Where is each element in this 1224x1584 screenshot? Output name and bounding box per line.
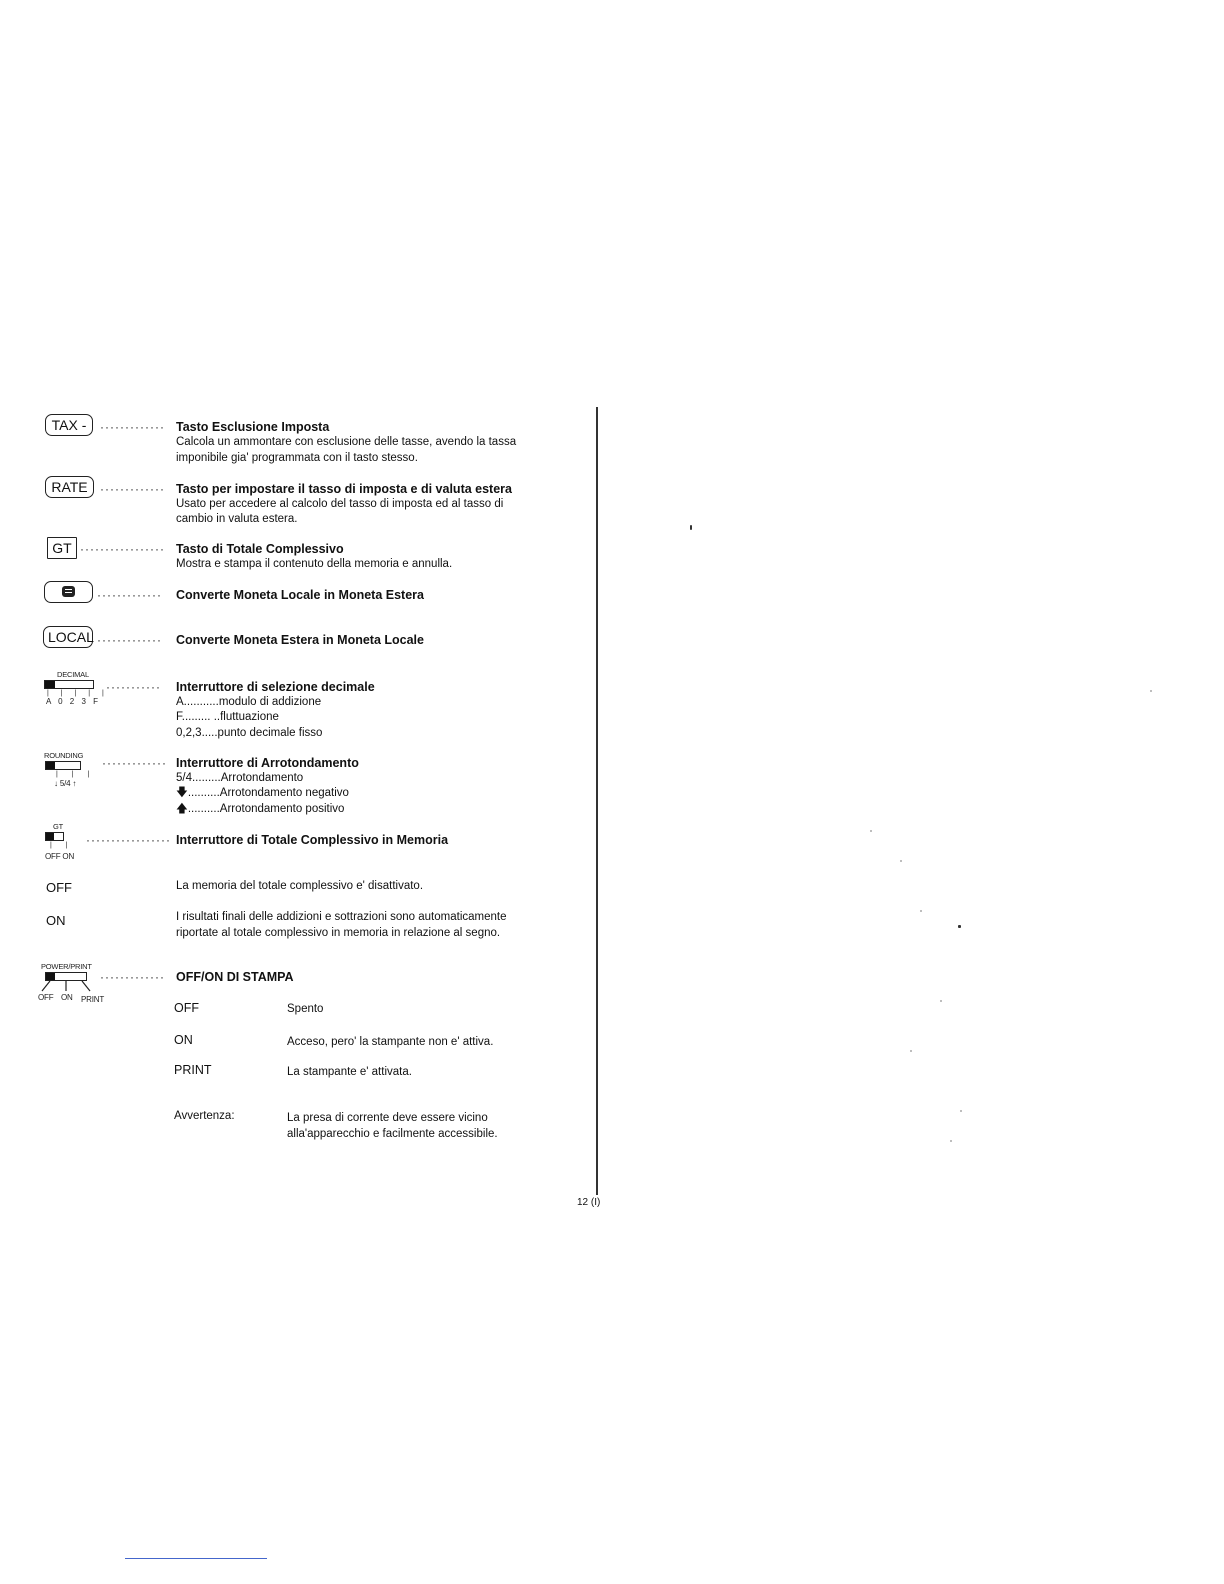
power-switch-label: POWER/PRINT: [41, 962, 92, 971]
decimal-positions: A 0 2 3 F: [46, 697, 101, 706]
leader-dots: ·················: [80, 542, 165, 556]
power-row-on-value: Acceso, pero' la stampante non e' attiva.: [287, 1036, 494, 1048]
leader-dots: ·············: [102, 756, 167, 770]
foreign-currency-key-icon: [44, 581, 93, 603]
gt-ticks: | |: [50, 842, 74, 849]
rate-key-icon: RATE: [45, 476, 94, 498]
scan-speck: [920, 910, 922, 912]
rounding-line2: 🡇..........Arrotondamento negativo: [176, 787, 349, 799]
rate-key-desc-line1: Usato per accedere al calcolo del tasso di imposta ed al tasso di: [176, 498, 504, 510]
scan-speck: [950, 1140, 952, 1142]
rounding-positions: ↓ 5/4 ↑: [54, 779, 77, 788]
leader-dots: ·············: [100, 420, 165, 434]
power-row-print-value: La stampante e' attivata.: [287, 1066, 412, 1078]
leader-dots: ·············: [97, 588, 162, 602]
bottom-rule: [125, 1558, 267, 1559]
rate-key-title: Tasto per impostare il tasso di imposta e di valuta estera: [176, 482, 512, 496]
currency-symbol-icon: [62, 586, 75, 597]
decimal-title: Interruttore di selezione decimale: [176, 680, 375, 694]
tax-key-title: Tasto Esclusione Imposta: [176, 420, 330, 434]
rounding-title: Interruttore di Arrotondamento: [176, 756, 359, 770]
leader-dots: ·················: [86, 833, 171, 847]
power-switch-leads-icon: [38, 980, 98, 992]
power-row-off-value: Spento: [287, 1003, 324, 1015]
decimal-line2: F......... ..fluttuazione: [176, 711, 279, 723]
scan-speck: [900, 860, 902, 862]
gt-key-title: Tasto di Totale Complessivo: [176, 542, 344, 556]
power-pos-on: ON: [61, 993, 73, 1002]
warning-label: Avvertenza:: [174, 1110, 235, 1122]
rounding-line1: 5/4.........Arrotondamento: [176, 772, 304, 784]
gt-key-icon: GT: [47, 537, 77, 559]
scan-speck: [910, 1050, 912, 1052]
gt-state-off-desc: La memoria del totale complessivo e' disattivato.: [176, 880, 424, 892]
gt-state-off: OFF: [46, 880, 72, 895]
power-row-print-key: PRINT: [174, 1063, 212, 1077]
page-number: 12 (I): [577, 1197, 601, 1208]
page-divider: [596, 407, 598, 1195]
rounding-switch-label: ROUNDING: [44, 751, 84, 760]
scan-speck: [870, 830, 872, 832]
decimal-switch-label: DECIMAL: [57, 670, 89, 679]
tax-key-desc-line2: imponibile gia' programmata con il tasto stesso.: [176, 452, 418, 464]
rounding-line3: 🡅..........Arrotondamento positivo: [176, 803, 345, 815]
decimal-line1: A...........modulo di addizione: [176, 696, 322, 708]
leader-dots: ·············: [100, 482, 165, 496]
gt-key-desc-line1: Mostra e stampa il contenuto della memoria e annulla.: [176, 558, 453, 570]
warning-line2: alla'apparecchio e facilmente accessibile.: [287, 1128, 498, 1140]
power-row-on-key: ON: [174, 1033, 193, 1047]
rounding-ticks: | | |: [56, 771, 96, 778]
gt-state-on-desc-line2: riportate al totale complessivo in memoria in relazione al segno.: [176, 927, 501, 939]
scan-speck: [1150, 690, 1152, 692]
leader-dots: ·············: [100, 970, 165, 984]
scan-speck: [940, 1000, 942, 1002]
gt-switch-icon: [45, 832, 64, 841]
scan-speck: [690, 525, 692, 530]
decimal-line3: 0,2,3.....punto decimale fisso: [176, 727, 323, 739]
gt-switch-label: GT: [53, 822, 64, 831]
leader-dots: ·············: [97, 633, 162, 647]
gt-positions: OFF ON: [45, 852, 75, 861]
gt-state-on-desc-line1: I risultati finali delle addizioni e sottrazioni sono automaticamente: [176, 911, 507, 923]
tax-key-desc-line1: Calcola un ammontare con esclusione delle tasse, avendo la tassa: [176, 436, 517, 448]
power-pos-off: OFF: [38, 993, 54, 1002]
power-pos-print: PRINT: [81, 995, 105, 1004]
warning-line1: La presa di corrente deve essere vicino: [287, 1112, 488, 1124]
leader-dots: ···········: [106, 680, 161, 694]
power-row-off-key: OFF: [174, 1001, 199, 1015]
tax-minus-key-icon: TAX -: [45, 414, 93, 436]
scan-speck: [958, 925, 961, 928]
local-key-title: Converte Moneta Estera in Moneta Locale: [176, 633, 424, 647]
rate-key-desc-line2: cambio in valuta estera.: [176, 513, 298, 525]
gt-state-on: ON: [46, 913, 66, 928]
decimal-ticks: | | | | |: [47, 690, 109, 697]
decimal-switch-icon: [44, 680, 94, 689]
rounding-switch-icon: [45, 761, 81, 770]
power-title: OFF/ON DI STAMPA: [176, 970, 294, 984]
foreign-key-title: Converte Moneta Locale in Moneta Estera: [176, 588, 424, 602]
local-key-icon: LOCAL: [43, 626, 93, 648]
gt-switch-title: Interruttore di Totale Complessivo in Memoria: [176, 833, 449, 847]
scan-speck: [960, 1110, 962, 1112]
